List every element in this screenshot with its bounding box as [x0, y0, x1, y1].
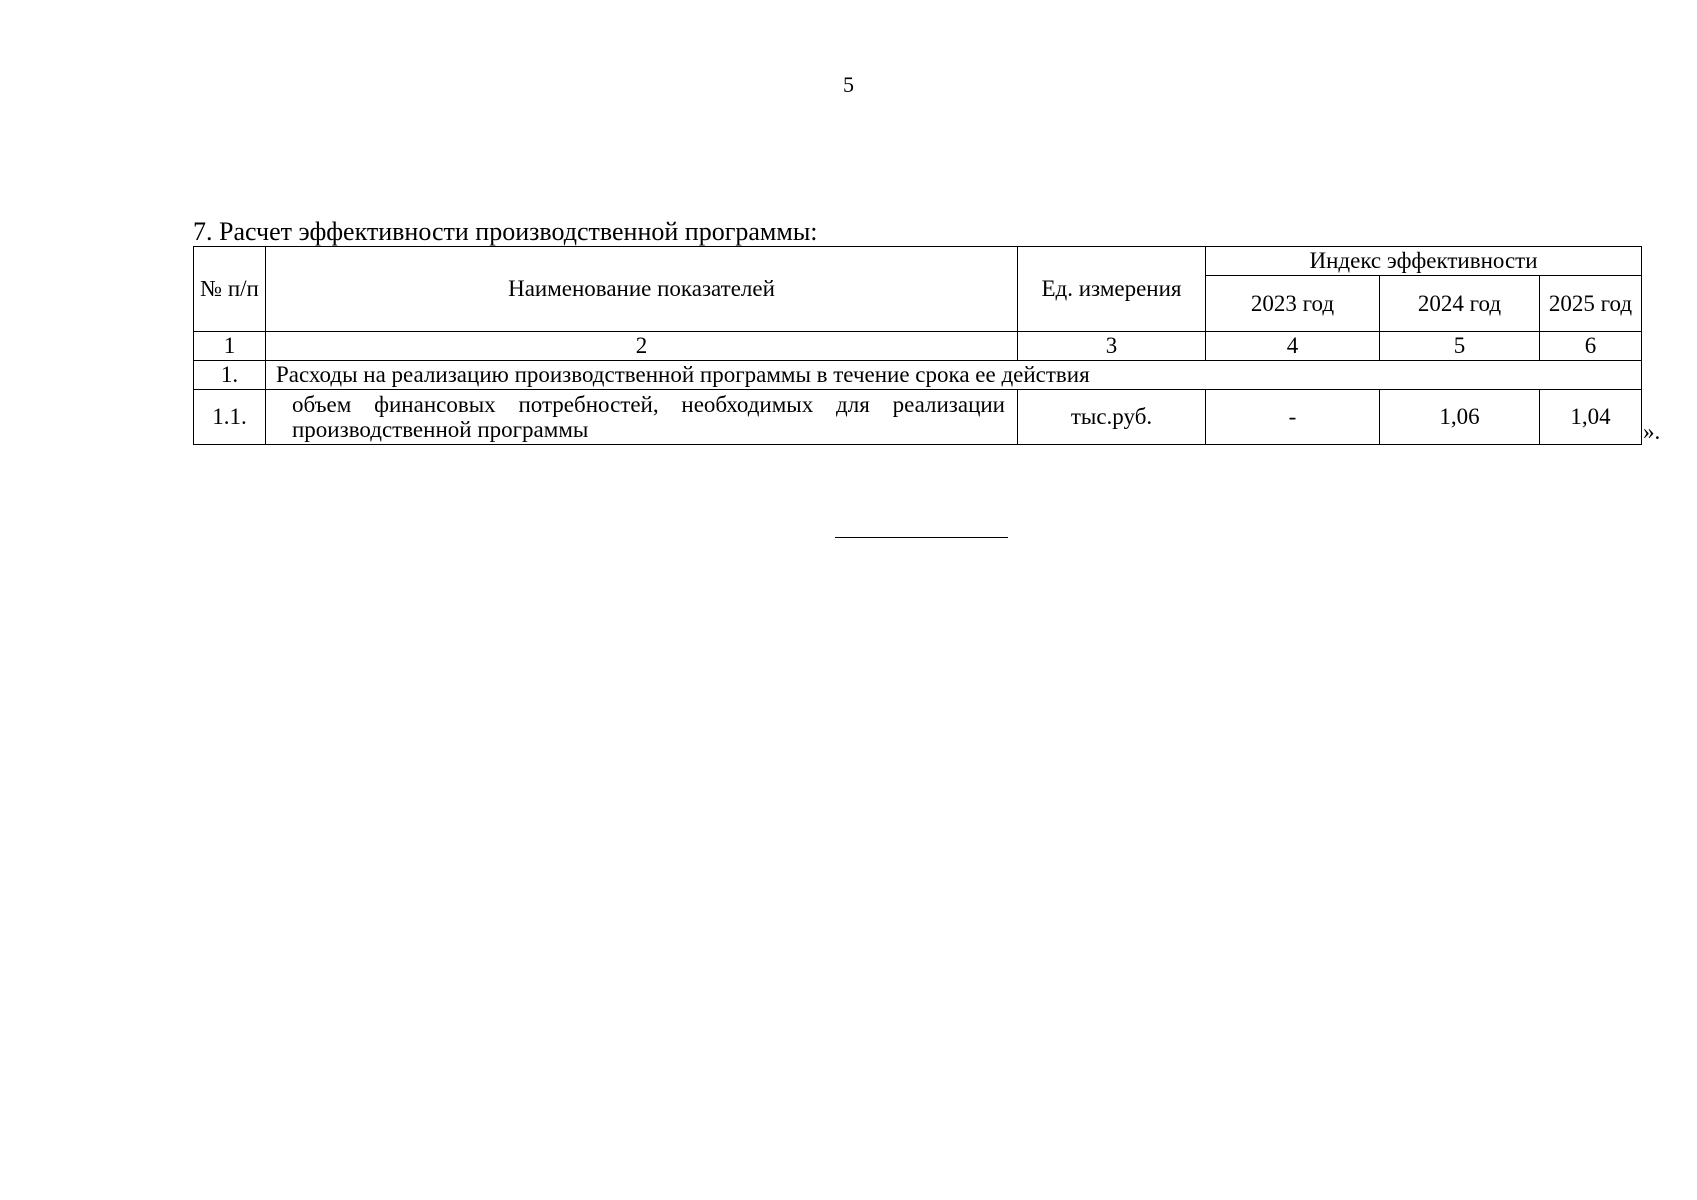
section-row-num: 1.	[194, 361, 266, 390]
column-number: 1	[194, 332, 266, 361]
column-number: 2	[266, 332, 1018, 361]
header-name: Наименование показателей	[266, 247, 1018, 332]
column-number: 3	[1018, 332, 1206, 361]
table-row	[194, 390, 1642, 445]
header-num: № п/п	[194, 247, 266, 332]
closing-quote: ».	[1643, 419, 1661, 444]
item-value-2025: 1,04	[1540, 390, 1642, 445]
item-row-unit: тыс.руб.	[1018, 390, 1206, 445]
column-numbers-row	[194, 332, 1642, 361]
page-number: 5	[843, 72, 854, 97]
efficiency-table	[193, 246, 1642, 445]
header-index-group: Индекс эффективности	[1206, 247, 1642, 276]
item-row-num: 1.1.	[194, 390, 266, 445]
section-row-name: Расходы на реализацию производственной программы в течение срока ее действия	[266, 361, 1642, 390]
item-row-name: объем финансовых потребностей, необходимых для реализации производственной программы	[266, 390, 1018, 445]
efficiency-table-wrapper	[193, 246, 1641, 445]
header-unit: Ед. измерения	[1018, 247, 1206, 332]
header-year-2023: 2023 год	[1206, 276, 1380, 332]
section-row	[194, 361, 1642, 390]
item-value-2024: 1,06	[1380, 390, 1540, 445]
table-header-row	[194, 247, 1642, 276]
column-number: 5	[1380, 332, 1540, 361]
column-number: 4	[1206, 332, 1380, 361]
section-title: 7. Расчет эффективности производственной программы:	[193, 217, 818, 246]
header-year-2024: 2024 год	[1380, 276, 1540, 332]
item-value-2023: -	[1206, 390, 1380, 445]
end-rule	[835, 537, 1008, 538]
header-year-2025: 2025 год	[1540, 276, 1642, 332]
column-number: 6	[1540, 332, 1642, 361]
